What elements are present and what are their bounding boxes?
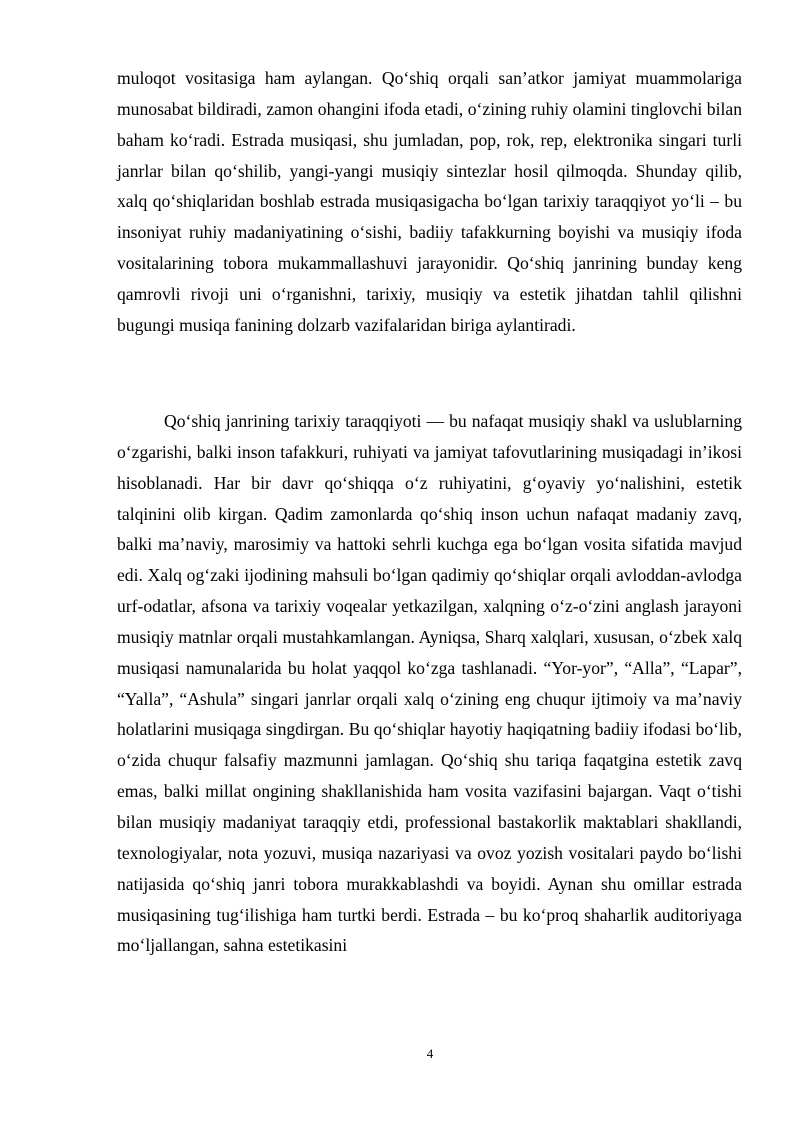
- body-paragraph-2: Qo‘shiq janrining tarixiy taraqqiyoti — bu nafaqat musiqiy shakl va uslublarning o‘zgarishi, balki inson tafakkuri, ruhiyati va jamiyat tafovutlarining musiqadagi in’ikosi hisoblanadi. Har bir davr qo‘shiqqa o‘z ruhiyatini, g‘oyaviy yo‘nalishini, estetik talqinini olib kirgan. Qadim zamonlarda qo‘shiq inson uchun nafaqat madaniy zavq, balki ma’naviy, marosimiy va hattoki sehrli kuchga ega bo‘lgan vosita sifatida mavjud edi. Xalq og‘zaki ijodining mahsuli bo‘lgan qadimiy qo‘shiqlar orqali avloddan-avlodga urf-odatlar, afsona va tarixiy voqealar yetkazilgan, xalqning o‘z-o‘zini anglash jarayoni musiqiy matnlar orqali mustahkamlangan. Ayniqsa, Sharq xalqlari, xususan, o‘zbek xalq musiqasi namunalarida bu holat yaqqol ko‘zga tashlanadi. “Yor-yor”, “Alla”, “Lapar”, “Yalla”, “Ashula” singari janrlar orqali xalq o‘zining eng chuqur ijtimoiy va ma’naviy holatlarini musiqaga singdirgan. Bu qo‘shiqlar hayotiy haqiqatning badiiy ifodasi bo‘lib, o‘zida chuqur falsafiy mazmunni jamlagan. Qo‘shiq shu tariqa faqatgina estetik zavq emas, balki millat ongining shakllanishida ham vosita vazifasini bajargan. Vaqt o‘tishi bilan musiqiy madaniyat taraqqiy etdi, professional bastakorlik maktablari shakllandi, texnologiyalar, nota yozuvi, musiqa nazariyasi va ovoz yozish vositalari paydo bo‘lishi natijasida qo‘shiq janri tobora murakkablashdi va boyidi. Aynan shu omillar estrada musiqasining tug‘ilishiga ham turtki berdi. Estrada – bu ko‘proq shaharlik auditoriyaga mo‘ljallangan, sahna estetikasini: [117, 411, 742, 956]
- body-paragraph-1: muloqot vositasiga ham aylangan. Qo‘shiq orqali san’atkor jamiyat muammolariga munosabat bildiradi, zamon ohangini ifoda etadi, o‘zining ruhiy olamini tinglovchi bilan baham ko‘radi. Estrada musiqasi, shu jumladan, pop, rok, rep, elektronika singari turli janrlar bilan qo‘shilib, yangi-yangi musiqiy sintezlar hosil qilmoqda. Shunday qilib, xalq qo‘shiqlaridan boshlab estrada musiqasigacha bo‘lgan tarixiy taraqqiyot yo‘li – bu insoniyat ruhiy madaniyatining o‘sishi, badiiy tafakkurning boyishi va musiqiy ifoda vositalarining tobora mukammallashuvi jarayonidir. Qo‘shiq janrining bunday keng qamrovli rivoji uni o‘rganishni, tarixiy, musiqiy va estetik jihatdan tahlil qilishni bugungi musiqa fanining dolzarb vazifalaridan biriga aylantiradi.: [117, 68, 742, 335]
- page-number: 4: [426, 1046, 434, 1061]
